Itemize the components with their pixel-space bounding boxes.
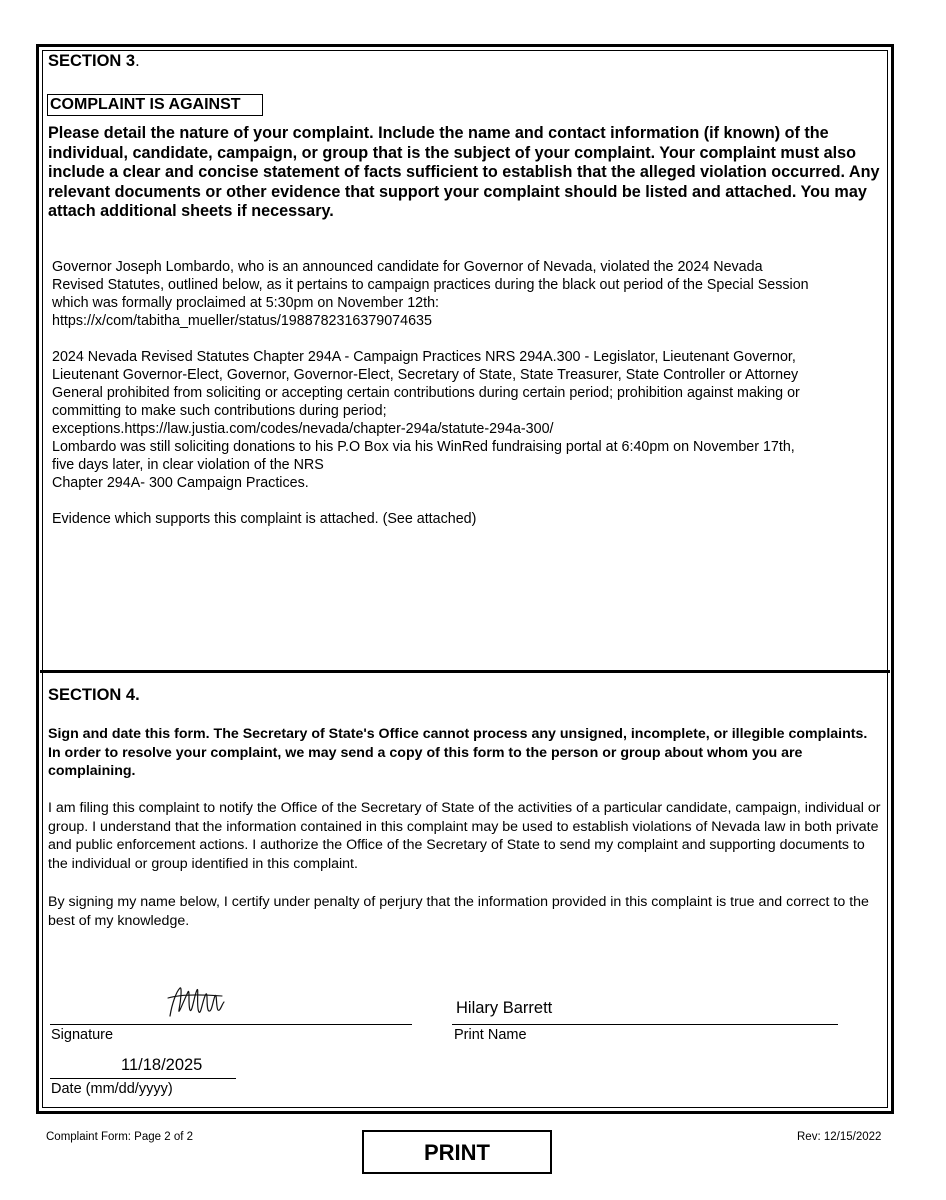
section-4-title: SECTION 4. (48, 686, 140, 704)
complaint-line: Lombardo was still soliciting donations to his P.O Box via his WinRed fundraising portal at 6:40pm on November 17th, (52, 439, 795, 455)
complaint-line: five days later, in clear violation of the NRS (52, 457, 324, 473)
section-3-instructions: Please detail the nature of your complaint. Include the name and contact information (if known) of the individual, candidate, campaign, or group that is the subject of your complaint. Your complaint must also include a clear and concise statement of facts sufficient to establish that the alleged violation occurred. Any relevant documents or other evidence that support your complaint should be listed and attached. You may attach additional sheets if necessary. (48, 124, 880, 220)
complaint-paragraph-1 (52, 258, 882, 330)
date-value: 11/18/2025 (121, 1056, 203, 1074)
section-divider (40, 670, 890, 673)
complaint-details-field[interactable] (52, 258, 882, 546)
complaint-line: exceptions.https://law.justia.com/codes/nevada/chapter-294a/statute-294a-300/ (52, 421, 554, 437)
complaint-line: Chapter 294A- 300 Campaign Practices. (52, 475, 309, 491)
complaint-line: Revised Statutes, outlined below, as it pertains to campaign practices during the black out period of the Special Session (52, 277, 809, 293)
page-number: Complaint Form: Page 2 of 2 (46, 1131, 194, 1143)
complaint-line: 2024 Nevada Revised Statutes Chapter 294A - Campaign Practices NRS 294A.300 - Legislator, Lieutenant Governor, (52, 349, 796, 365)
complaint-link-line: https://x/com/tabitha_mueller/status/1988782316379074635 (52, 313, 432, 329)
date-label: Date (mm/dd/yyyy) (51, 1081, 173, 1097)
complaint-line: which was formally proclaimed at 5:30pm on November 12th: (52, 295, 439, 311)
certification-paragraph: By signing my name below, I certify under penalty of perjury that the information provided in this complaint is true and correct to the best of my knowledge. (48, 894, 869, 929)
complaint-against-heading: COMPLAINT IS AGAINST (47, 94, 263, 116)
print-name-label: Print Name (454, 1027, 527, 1043)
signature-label: Signature (51, 1027, 114, 1043)
date-line[interactable] (50, 1078, 236, 1079)
complaint-line: Lieutenant Governor-Elect, Governor, Governor-Elect, Secretary of State, State Treasurer, State Controller or Attorney (52, 367, 799, 383)
print-button[interactable]: PRINT (362, 1130, 552, 1174)
complaint-paragraph-2 (52, 348, 882, 492)
authorization-paragraph: I am filing this complaint to notify the Office of the Secretary of State of the activities of a particular candidate, campaign, individual or group. I understand that the information contained in this complaint may be used to establish violations of Nevada law in both private and public enforcement actions. I authorize the Office of the Secretary of State to send my complaint and supporting documents to the individual or group identified in this complaint. (48, 800, 881, 872)
print-name-line[interactable] (452, 1024, 838, 1025)
revision-date: Rev: 12/15/2022 (797, 1131, 882, 1143)
section-4-instructions: Sign and date this form. The Secretary of State's Office cannot process any unsigned, incomplete, or illegible complaints. In order to resolve your complaint, we may send a copy of this form to the person or group about whom you are complaining. (48, 726, 868, 779)
complaint-line: Governor Joseph Lombardo, who is an announced candidate for Governor of Nevada, violated the 2024 Nevada (52, 259, 763, 275)
complaint-line: General prohibited from soliciting or accepting certain contributions during certain period; prohibition against making or (52, 385, 800, 401)
complaint-line: committing to make such contributions during period; (52, 403, 387, 419)
signature-line[interactable] (50, 1024, 412, 1025)
complaint-paragraph-3: Evidence which supports this complaint is attached. (See attached) (52, 511, 477, 527)
section-3-title: SECTION 3. (48, 52, 140, 70)
handwritten-signature (166, 980, 228, 1022)
print-name-value: Hilary Barrett (456, 999, 553, 1017)
